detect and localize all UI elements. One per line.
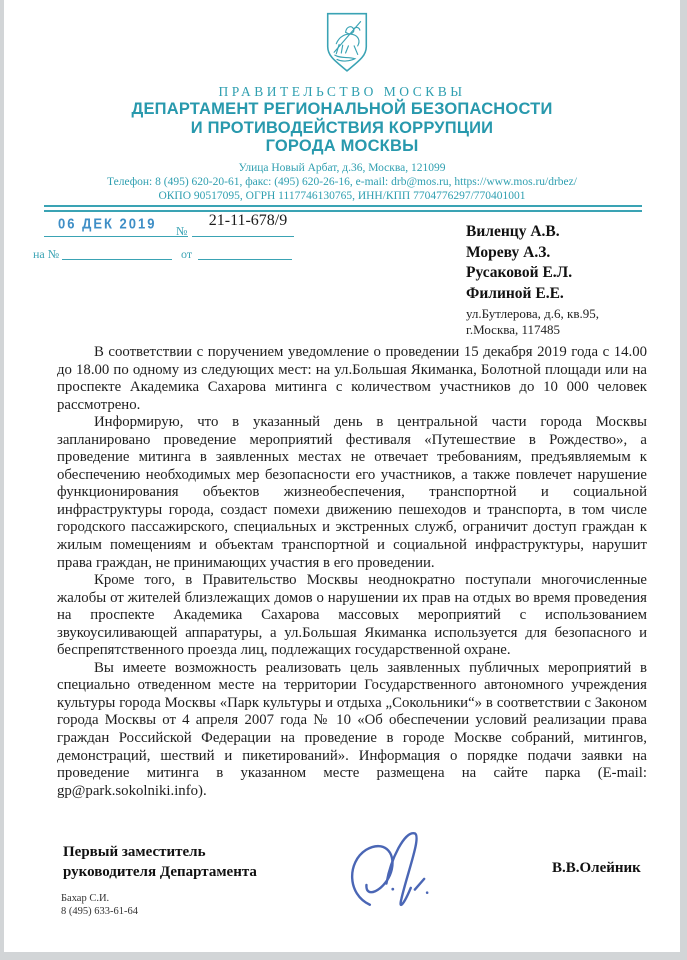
from-label: от [181,247,193,261]
recipients-list [466,222,572,304]
signer-position-line1: Первый заместитель [63,844,206,860]
letterhead-requisites: ОКПО 90517095, ОГРН 1117746130765, ИНН/КПП 7704776297/770401001 [158,190,526,202]
signer-position-line2: руководителя Департамента [63,863,257,880]
letter-page [4,0,680,952]
department-title [4,100,680,156]
handwritten-signature [330,821,457,934]
recipient-address-line: ул.Бутлерова, д.6, кв.95, [466,306,599,321]
recipient-name: Мореву А.З. [466,243,551,261]
reply-underline [62,259,172,260]
signer-position [63,843,257,882]
number-label: № [176,224,188,238]
department-title-line1: ДЕПАРТАМЕНТ РЕГИОНАЛЬНОЙ БЕЗОПАСНОСТИ [131,100,553,118]
moscow-coat-of-arms-icon [322,8,372,78]
paragraph-notification: В соответствии с поручением уведомление о проведении 15 декабря 2019 года с 14.00 до 18.00 по одному из следующих мест: на ул.Большая Якиманка, Болотной площади или на проспекте Академика Сахарова митинга с количеством участников до 10 000 человек рассмотрено. [57,344,647,413]
letter-body [57,344,647,800]
letterhead-address: Улица Новый Арбат, д.36, Москва, 121099 [238,162,446,174]
date-stamp: 06 ДЕК 2019 [58,214,157,233]
letterhead-contacts: Телефон: 8 (495) 620-20-61, факс: (495) 620-26-16, e-mail: drb@mos.ru, https://www.mos.ru/drbez/ [107,176,577,188]
letterhead-divider [44,205,642,212]
signer-name: В.В.Олейник [552,860,641,876]
government-title: ПРАВИТЕЛЬСТВО МОСКВЫ [218,84,466,99]
executor-name: Бахар С.И. [61,893,110,904]
paragraph-complaints: Кроме того, в Правительство Москвы неоднократно поступали многочисленные жалобы от жителей близлежащих домов о нарушении их прав на отдых во время проведения на проспекте Академика Сахарова массовых мероприятий с использованием звукоусиливающей аппаратуры, а ул.Большая Якиманка используется для безопасного и беспрепятственного проезда лиц, подлежащих государственной охране. [57,572,647,659]
executor-info [61,892,138,918]
outgoing-number: 21-11-678/9 [208,212,288,229]
from-underline [198,259,292,260]
department-title-line2: И ПРОТИВОДЕЙСТВИЯ КОРРУПЦИИ [190,118,494,137]
executor-phone: 8 (495) 633-61-64 [61,906,138,917]
recipient-address-line: г.Москва, 117485 [466,322,561,337]
number-underline [192,236,294,237]
recipient-address [466,306,599,338]
recipient-name: Русаковой Е.Л. [466,264,573,281]
recipient-name: Филиной Е.Е. [466,284,564,302]
date-underline [44,236,188,237]
paragraph-refusal-reasons: Информирую, что в указанный день в центральной части города Москвы запланировано проведение мероприятий фестиваля «Путешествие в Рождество», а проведение митинга в заявленных местах не отвечает требованиям, предъявляемым к обеспечению необходимых мер безопасности его участников, а также повлечет нарушение функционирования объектов жизнеобеспечения, транспортной и социальной инфраструктуры города, создаст помехи движению пешеходов и транспорта, в том числе городского пассажирского, специальных и экстренных служб, ограничит доступ граждан к жилым помещениям и объектам транспортной и социальной инфраструктуры, нарушит права граждан, не принимающих участия в его проведении. [57,414,647,571]
recipient-name: Виленцу А.В. [466,223,560,240]
paragraph-alternative-venue: Вы имеете возможность реализовать цель заявленных публичных мероприятий в специально отведенном месте на территории Государственного автономного учреждения культуры города Москвы «Парк культуры и отдыха „Сокольники“» в соответствии с Законом города Москвы от 4 апреля 2007 года № 10 «Об обеспечении условий реализации права граждан Российской Федерации на проведение в городе Москве собраний, митингов, демонстраций, шествий и пикетирований». Информация о порядке подачи заявки на проведение митинга в указанном месте размещена на сайте парка (E-mail: gp@park.sokolniki.info). [57,659,647,799]
reply-to-label: на № [33,247,60,261]
department-title-line3: ГОРОДА МОСКВЫ [265,137,419,155]
